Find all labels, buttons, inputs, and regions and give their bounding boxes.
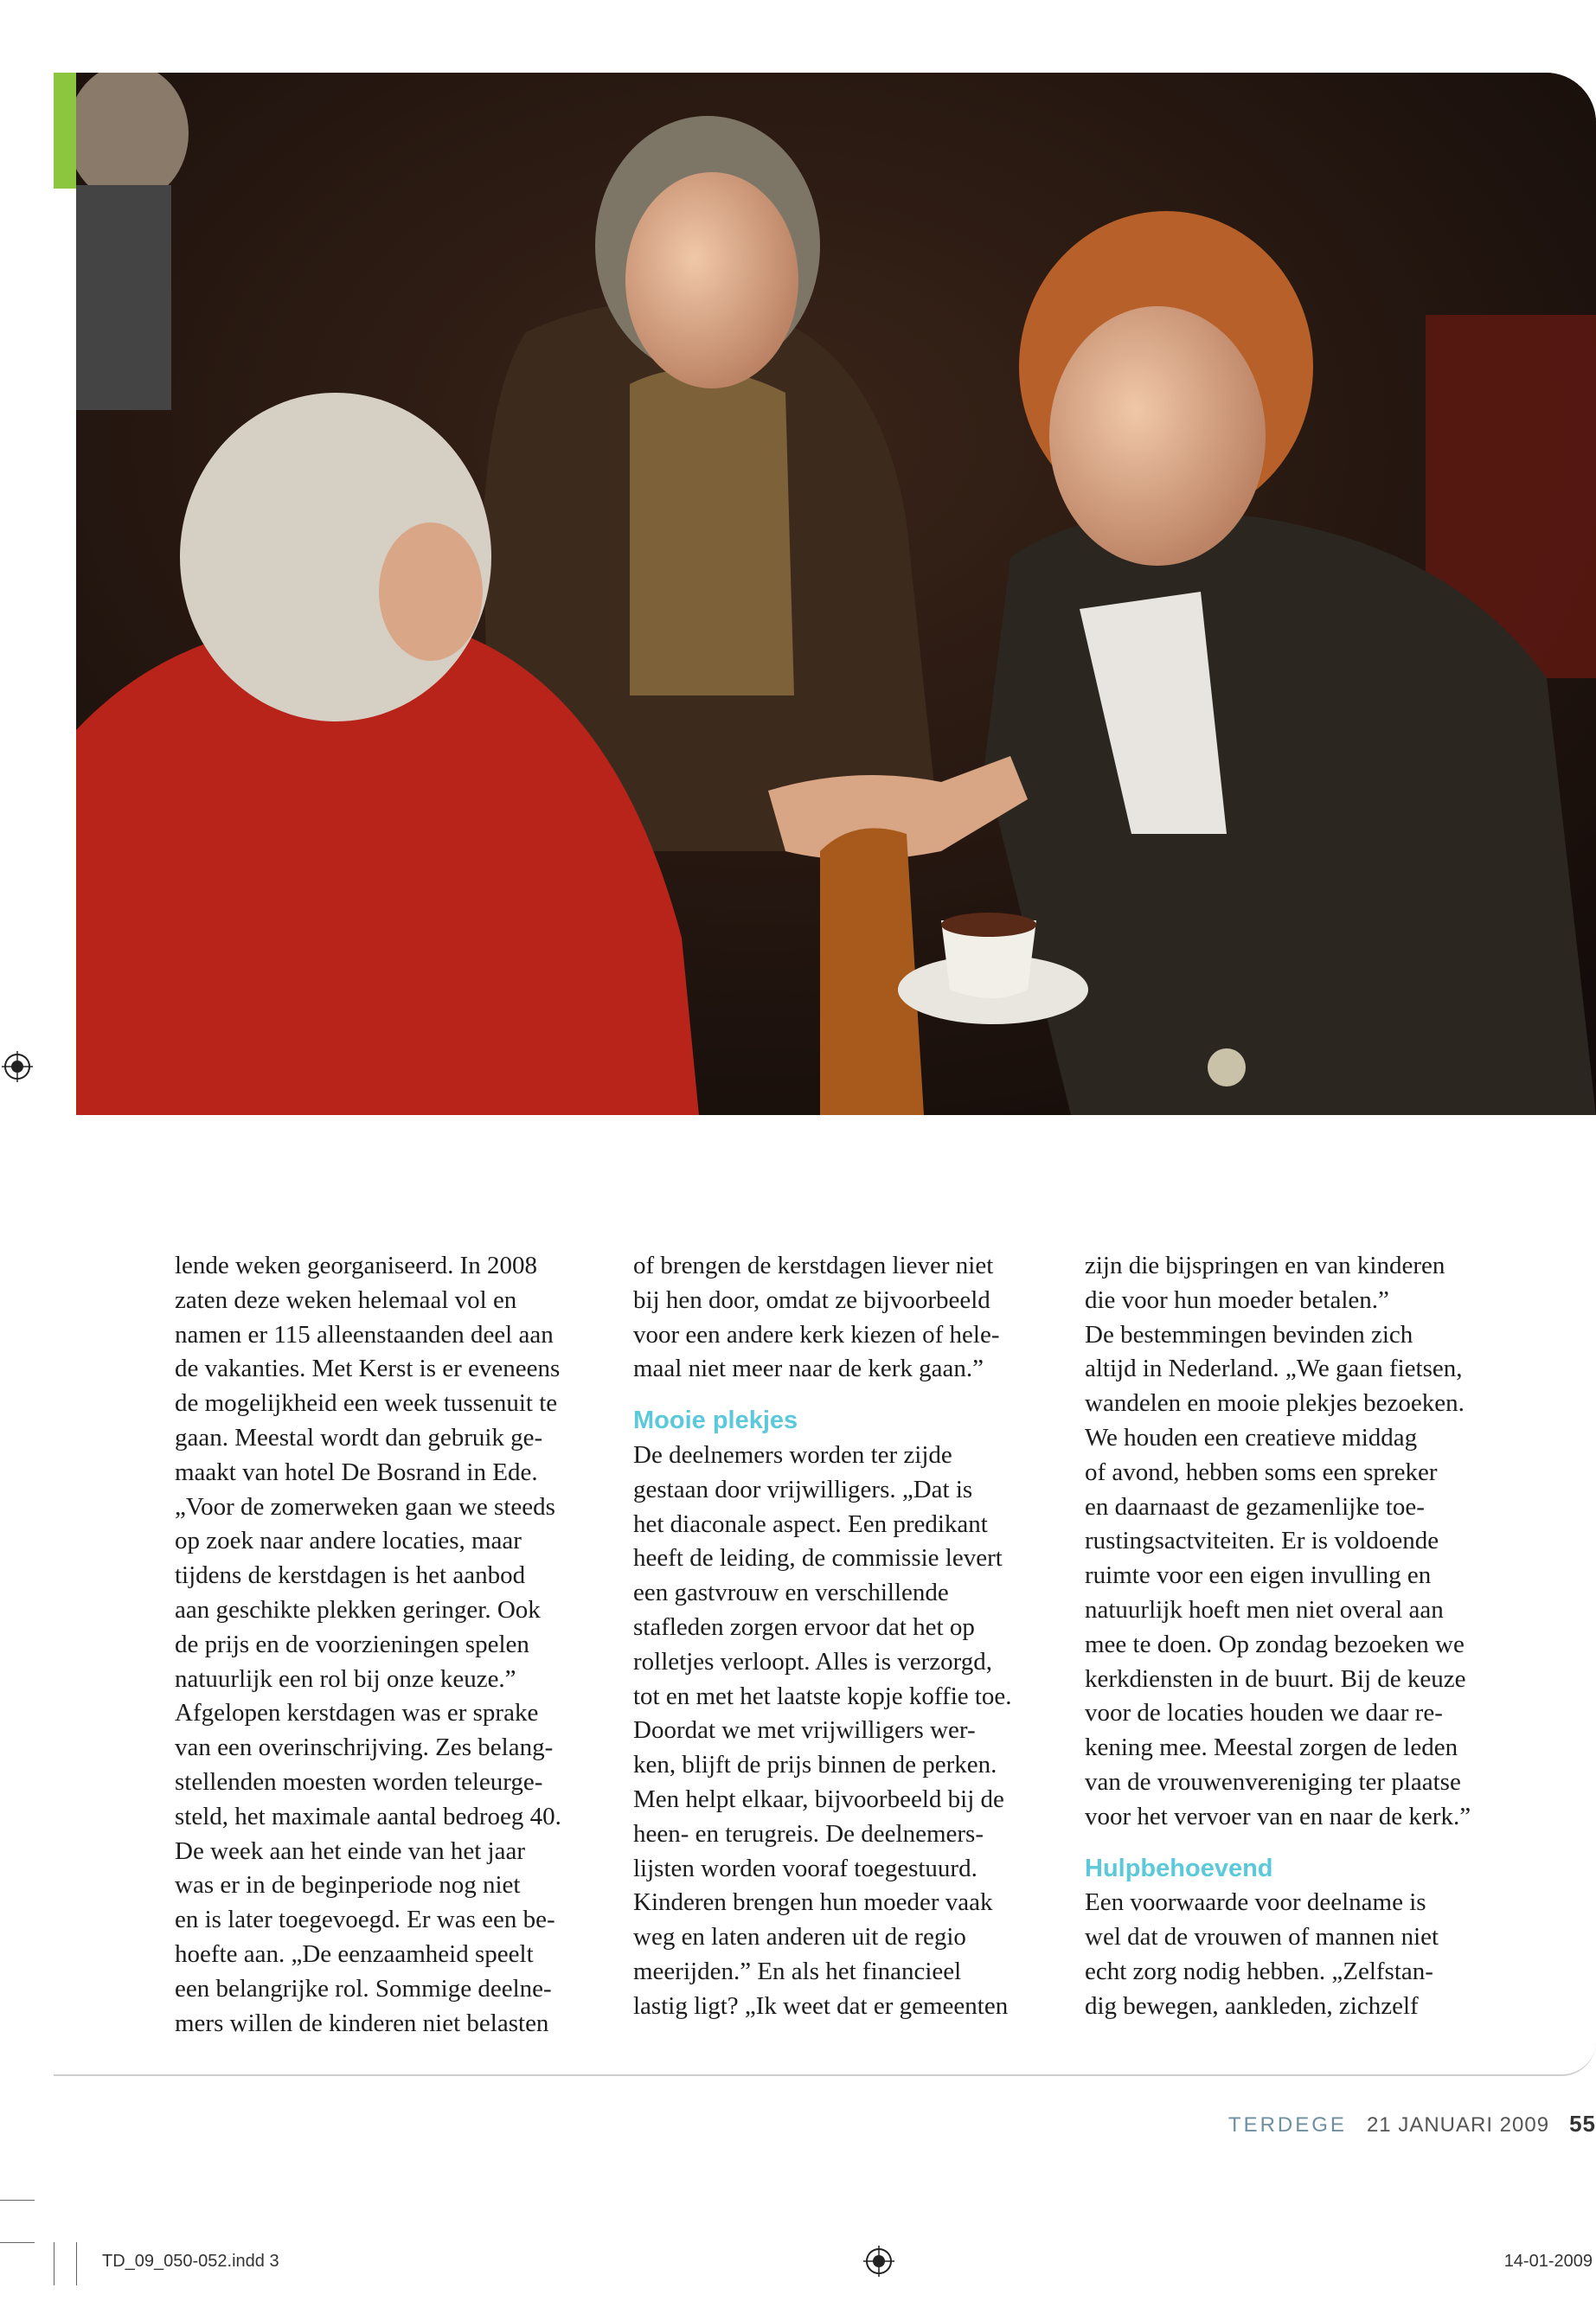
text-line: Afgelopen kerstdagen was er sprake <box>175 1699 539 1727</box>
text-line: een belangrijke rol. Sommige deelne- <box>175 1974 552 2003</box>
text-line: gestaan door vrijwilligers. „Dat is <box>633 1475 973 1503</box>
text-line: of avond, hebben soms een spreker <box>1085 1458 1438 1486</box>
text-line: een gastvrouw en verschillende <box>633 1579 949 1607</box>
text-line: op zoek naar andere locaties, maar <box>175 1527 522 1555</box>
text-line: dig bewegen, aankleden, zichzelf <box>1085 1991 1419 2020</box>
registration-mark-left <box>2 1051 33 1082</box>
text-line: de vakanties. Met Kerst is er eveneens <box>175 1355 561 1383</box>
crop-mark <box>76 2242 77 2285</box>
text-line: mers willen de kinderen niet belasten <box>175 2009 549 2037</box>
text-column-2 <box>633 1249 1059 2024</box>
text-line: kerkdiensten in de buurt. Bij de keuze <box>1085 1664 1466 1693</box>
text-line: het diaconale aspect. Een predikant <box>633 1509 988 1538</box>
slug-filename: TD_09_050-052.indd <box>102 2252 265 2271</box>
text-line: tijdens de kerstdagen is het aanbod <box>175 1561 526 1590</box>
crop-mark <box>0 2200 35 2201</box>
text-line: rolletjes verloopt. Alles is verzorgd, <box>633 1647 993 1676</box>
text-line: die voor hun moeder betalen.” <box>1085 1285 1389 1314</box>
text-line: echt zorg nodig hebben. „Zelfstan- <box>1085 1957 1433 1985</box>
text-line: Men helpt elkaar, bijvoorbeeld bij de <box>633 1785 1004 1813</box>
text-line: van de vrouwenvereniging ter plaatse <box>1085 1767 1461 1796</box>
page-number: 55 <box>1569 2111 1596 2137</box>
text-line: en is later toegevoegd. Er was een be- <box>175 1906 555 1934</box>
text-line: lastig ligt? „Ik weet dat er gemeenten <box>633 1991 1009 2020</box>
text-line: van een overinschrijving. Zes belang- <box>175 1734 554 1762</box>
text-line: was er in de beginperiode nog niet <box>175 1871 521 1900</box>
text-line: en daarnaast de gezamenlijke toe- <box>1085 1492 1425 1521</box>
magazine-name: TERDEGE <box>1227 2113 1347 2137</box>
subheading-mooie-plekjes: Mooie plekjes <box>633 1407 798 1435</box>
text-line: aan geschikte plekken geringer. Ook <box>175 1595 541 1624</box>
text-line: Een voorwaarde voor deelname is <box>1085 1888 1426 1917</box>
middle-woman-face <box>625 172 798 388</box>
text-line: We houden een creatieve middag <box>1085 1423 1418 1452</box>
slug-file <box>102 2252 279 2272</box>
text-line: Doordat we met vrijwilligers wer- <box>633 1716 976 1745</box>
accent-bar <box>54 73 76 189</box>
text-line: mee te doen. Op zondag bezoeken we <box>1085 1630 1465 1658</box>
text-line: De deelnemers worden ter zijde <box>633 1440 952 1469</box>
text-line: maakt van hotel De Bosrand in Ede. <box>175 1458 538 1486</box>
crop-mark <box>0 2242 35 2243</box>
text-line: De week aan het einde van het jaar <box>175 1836 525 1865</box>
text-line: zaten deze weken helemaal vol en <box>175 1285 517 1314</box>
text-line: gaan. Meestal wordt dan gebruik ge- <box>175 1423 543 1452</box>
text-line: voor de locaties houden we daar re- <box>1085 1699 1443 1727</box>
page-footer <box>1228 2111 1596 2138</box>
text-line: steld, het maximale aantal bedroeg 40. <box>175 1802 561 1830</box>
text-column-1 <box>175 1249 600 2041</box>
text-column-3 <box>1085 1249 1510 2024</box>
text-line: voor het vervoer van en naar de kerk.” <box>1085 1802 1471 1830</box>
text-line: De bestemmingen bevinden zich <box>1085 1320 1413 1349</box>
text-line: heeft de leiding, de commissie levert <box>633 1544 1003 1573</box>
text-line: altijd in Nederland. „We gaan fietsen, <box>1085 1355 1463 1383</box>
text-line: „Voor de zomerweken gaan we steeds <box>175 1492 555 1521</box>
text-line: voor een andere kerk kiezen of hele- <box>633 1320 1000 1349</box>
registration-mark-bottom <box>863 2246 894 2277</box>
text-line: wel dat de vrouwen of mannen niet <box>1085 1923 1439 1952</box>
text-line: natuurlijk hoeft men niet overal aan <box>1085 1595 1444 1624</box>
right-woman-face <box>1049 306 1266 566</box>
text-line: meerijden.” En als het financieel <box>633 1957 962 1985</box>
text-line: tot en met het laatste kopje koffie toe. <box>633 1682 1012 1710</box>
brooch <box>1208 1048 1246 1086</box>
photo-illustration <box>76 73 1596 1115</box>
chair-arm <box>820 828 924 1115</box>
text-line: wandelen en mooie plekjes bezoeken. <box>1085 1389 1465 1418</box>
text-line: de prijs en de voorzieningen spelen <box>175 1630 529 1658</box>
text-line: Kinderen brengen hun moeder vaak <box>633 1888 993 1917</box>
text-line: of brengen de kerstdagen liever niet <box>633 1252 994 1279</box>
article-photo <box>76 73 1596 1115</box>
text-line: weg en laten anderen uit de regio <box>633 1923 966 1952</box>
text-line: kening mee. Meestal zorgen de leden <box>1085 1734 1458 1762</box>
text-line: maal niet meer naar de kerk gaan.” <box>633 1355 984 1383</box>
text-line: namen er 115 alleenstaanden deel aan <box>175 1320 554 1349</box>
text-line: lende weken georganiseerd. In 2008 <box>175 1252 538 1279</box>
text-line: bij hen door, omdat ze bijvoorbeeld <box>633 1285 990 1314</box>
text-line: stellenden moesten worden teleurge- <box>175 1767 543 1796</box>
issue-date: 21 JANUARI 2009 <box>1366 2113 1550 2137</box>
text-line: hoefte aan. „De eenzaamheid speelt <box>175 1939 534 1968</box>
text-line: natuurlijk een rol bij onze keuze.” <box>175 1664 516 1693</box>
text-line: ruimte voor een eigen invulling en <box>1085 1561 1432 1590</box>
text-line: zijn die bijspringen en van kinderen <box>1085 1252 1445 1279</box>
middle-woman-sweater <box>630 369 794 695</box>
footer-rule <box>54 2041 1596 2076</box>
text-line: stafleden zorgen ervoor dat het op <box>633 1612 975 1641</box>
subheading-hulpbehoevend: Hulpbehoevend <box>1085 1854 1273 1882</box>
text-line: de mogelijkheid een week tussenuit te <box>175 1389 558 1418</box>
text-line: rustingsactviteiten. Er is voldoende <box>1085 1527 1439 1555</box>
text-line: lijsten worden vooraf toegestuurd. <box>633 1854 977 1882</box>
slug-date: 14-01-2009 <box>1503 2252 1593 2271</box>
text-line: heen- en terugreis. De deelnemers- <box>633 1819 984 1848</box>
text-line: ken, blijft de prijs binnen de perken. <box>633 1751 997 1779</box>
slug-page: 3 <box>269 2252 279 2271</box>
